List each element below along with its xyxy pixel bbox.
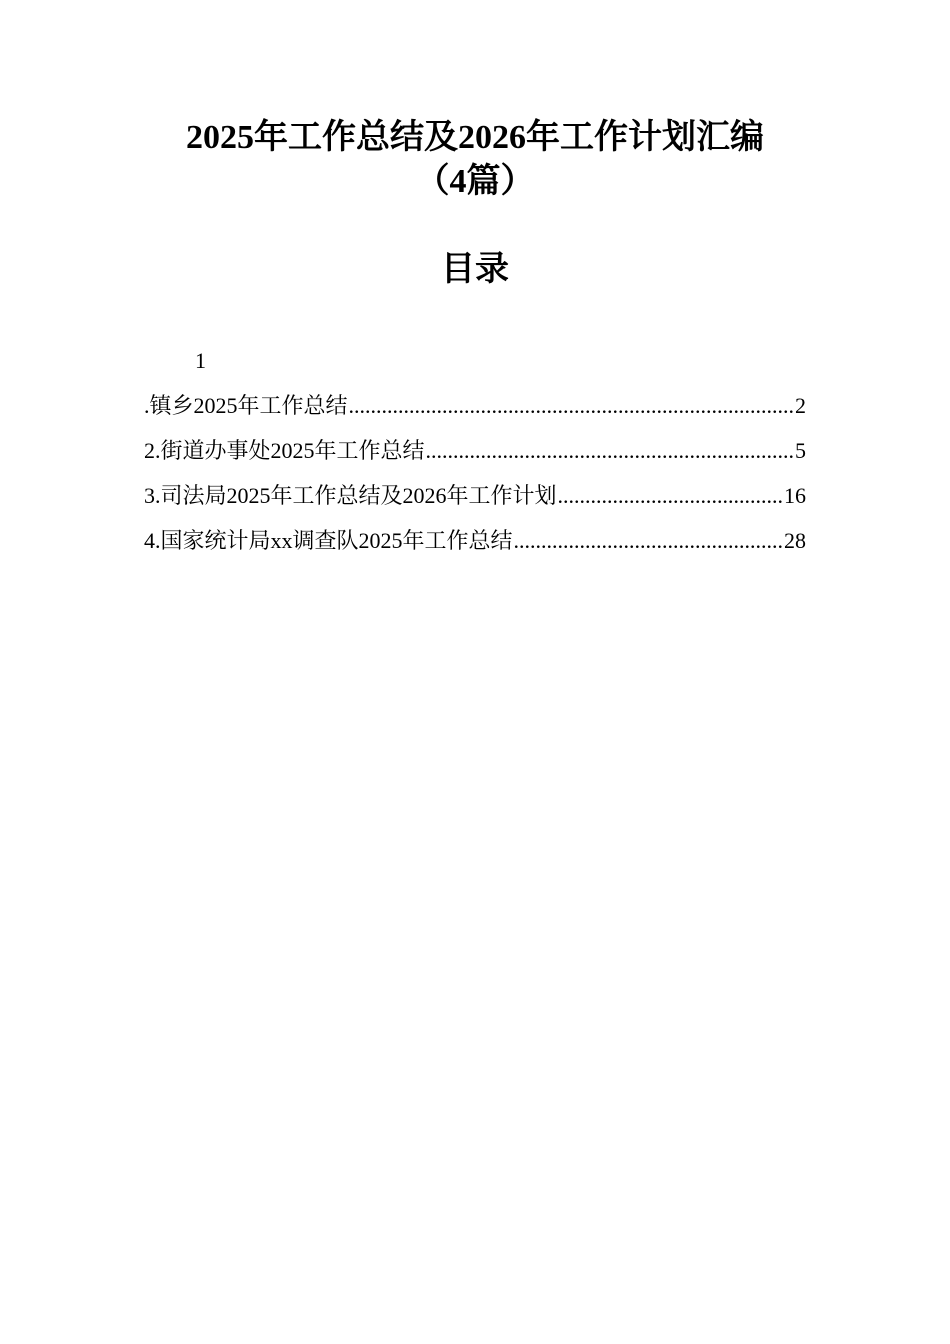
toc-dot-leader — [514, 525, 783, 557]
toc-page-number: 2 — [795, 393, 806, 418]
toc-entry-label: 3.司法局2025年工作总结及2026年工作计划 — [144, 483, 557, 508]
table-of-contents — [144, 390, 806, 570]
toc-entry-1[interactable] — [144, 390, 806, 435]
document-subtitle: （4篇） — [415, 163, 535, 200]
document-title: 2025年工作总结及2026年工作计划汇编 — [186, 119, 764, 156]
toc-page-number: 5 — [795, 438, 806, 463]
toc-entry-label: .镇乡2025年工作总结 — [144, 393, 348, 418]
toc-entry-3[interactable] — [144, 480, 806, 525]
toc-entry-4[interactable] — [144, 525, 806, 570]
toc-entry-label: 2.街道办事处2025年工作总结 — [144, 438, 425, 463]
toc-entry-label: 4.国家统计局xx调查队2025年工作总结 — [144, 528, 513, 553]
toc-dot-leader — [349, 390, 794, 422]
toc-dot-leader — [426, 435, 794, 467]
toc-entry-number: 1 — [195, 348, 206, 373]
toc-entry-2[interactable] — [144, 435, 806, 480]
toc-page-number: 16 — [784, 483, 806, 508]
toc-heading: 目录 — [441, 251, 509, 288]
toc-dot-leader — [558, 480, 783, 512]
toc-page-number: 28 — [784, 528, 806, 553]
